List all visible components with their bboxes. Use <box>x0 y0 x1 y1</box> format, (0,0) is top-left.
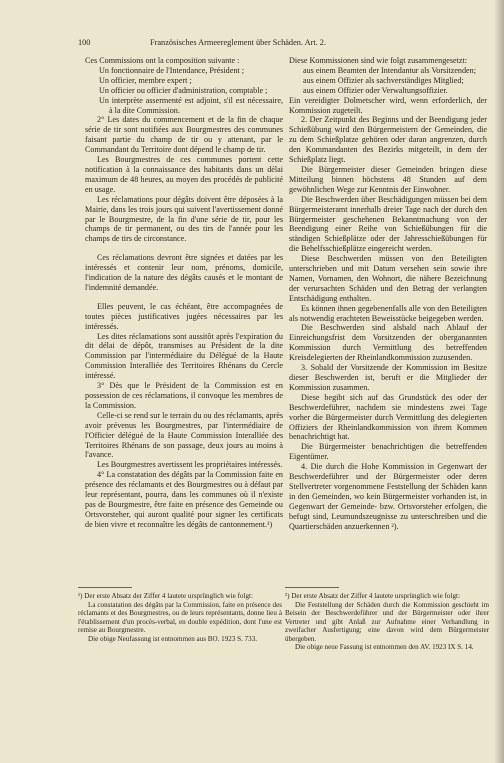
paragraph: Die Bürgermeister benachrichtigen die betreffenden Eigentümer. <box>289 442 487 462</box>
paragraph: 4. Die durch die Hohe Kommission in Gegenwart der Beschwerdeführer und der Bürgermeister oder deren Stellvertreter vorgenommene Feststellung der Schäden kann in den Gemeinden, wo kein Bürgermeister vorhanden ist, in Gegenwart der Gemeinde- bzw. Ortsvorsteher erfolgen, die befugt sind, Leumundszeugnisse zu unterschreiben und die Quartierschäden anzuerkennen ²). <box>289 462 487 531</box>
paragraph: Die Beschwerden sind alsbald nach Ablauf der Einreichungsfrist dem Vorsitzenden der oberganannten Kommission durch Vermittlung des betreffenden Kreisdelegierten der Rheinlandkommission zuzusenden. <box>289 323 487 363</box>
paragraph: 4° La constatation des dégâts par la Commission faite en présence des réclamants et des Bourgmestres ou à défaut par leur représentant, pourra, dans les communes où il n'existe pas de Bourgmestre, être faite en présence des Gemeinde ou Ortsvorsteher, qui auront qualité pour signer les certificats de bien vivre et reconnaître les dégâts de cantonnement.¹) <box>85 470 283 529</box>
paragraph: Celle-ci se rend sur le terrain du ou des réclamants, après avoir prévenus les Bourgmestres, par l'intermédiaire de l'Officier délégué de la Haute Commission Interalliée des Territoires Rhénans de son passage, deux jours au moins à l'avance. <box>85 410 283 460</box>
footnote-line: Die obige neue Fassung ist entnommen den AV. 1923 IX S. 14. <box>295 643 474 651</box>
paragraph: Ces réclamations devront être signées et datées par les intéressés et contenir leur nom, prénoms, domicile, l'indication de la nature des dégâts causés et le montant de l'indemnité demandée. <box>85 253 283 292</box>
paragraph: 3. Sobald der Vorsitzende der Kommission im Besitze dieser Beschwerden ist, beruft er die Mitglieder der Kommission zusammen. <box>289 363 487 392</box>
paragraph: 2° Les dates du commencement et de la fin de chaque série de tir sont notifiées aux Bourgmestres des communes faisant partie du champ de tir ou y attenant, par le Commandant du Territoire dont dépend le champ de tir. <box>85 115 283 155</box>
footnote-line: Die Feststellung der Schäden durch die Kommission geschieht im Beisein der Beschwerdeführer und der Bürgermeister oder ihrer Vertreter und gibt Anlaß zur Aufnahme einer Verhandlung in zweifacher Ausfertigung; eine davon wird dem Bürgermeister übergeben. <box>285 600 489 643</box>
list-item: aus einem Offizier als sachverständiges Mitglied; <box>303 75 464 85</box>
paragraph: Les réclamations pour dégâts doivent être déposées à la Mairie, dans les trois jours qui suivent l'avertissement donné par le Bourgmestre, de la fin d'une série de tir, pour les champs de tir permanent, ou des tirs de l'année pour les champs de tirs de circonstance. <box>85 194 283 244</box>
footnote-divider <box>78 587 132 588</box>
footnote-divider <box>285 587 339 588</box>
paragraph: 3° Dès que le Président de la Commission est en possession de ces réclamations, il convoque les membres de la Commission. <box>85 381 283 410</box>
paragraph: Die Bürgermeister dieser Gemeinden bringen diese Mitteilung binnen höchstens 48 Stunden auf dem gewöhnlichen Wege zur Kenntnis der Einwohner. <box>289 164 487 194</box>
page-number: 100 <box>78 38 91 47</box>
footnote-line: ¹) Der erste Absatz der Ziffer 4 lautete ursprünglich wie folgt: <box>78 592 253 600</box>
list-item: Un fonctionnaire de l'Intendance, Président ; <box>99 65 244 75</box>
paragraph: 2. Der Zeitpunkt des Beginns und der Beendigung jeder Schießübung wird den Bürgermeistern der Gemeinden, die zu dem Schießplatze gehören oder daran angrenzen, durch den Kommandanten des Bezirks mitgeteilt, in dem der Schießplatz liegt. <box>289 115 487 165</box>
paragraph: Diese begibt sich auf das Grundstück des oder der Beschwerdeführer, nachdem sie mindestens zwei Tage vorher die Bürgermeister durch Vermittlung des delegierten Offiziers der Rheinlandkommission von ihrem Kommen benachrichtigt hat. <box>289 392 487 442</box>
footnote-german <box>285 592 489 652</box>
paragraph: Diese Kommissionen sind wie folgt zusammengesetzt: <box>289 56 468 65</box>
running-header: Französisches Armeereglement über Schäden. Art. 2. <box>150 38 327 47</box>
footnote-line: ²) Der erste Absatz der Ziffer 4 lautete ursprünglich wie folgt: <box>285 592 460 600</box>
paragraph: Les Bourgmestres avertissent les propriétaires intéressés. <box>97 460 283 470</box>
list-item: aus einem Beamten der Intendantur als Vorsitzenden; <box>303 65 476 75</box>
german-column <box>289 56 487 532</box>
footnote-line: Die obige Neufassung ist entnommen aus BO. 1923 S. 733. <box>88 634 258 643</box>
paragraph: Les dites réclamations sont aussitôt après l'expiration du dit délai de dépôt, transmises au Président de la dite Commission par l'intermédiaire du Délégué de la Haute Commission Interalliée des Territoires Rhénans du Cercle intéressé. <box>85 331 283 381</box>
paragraph: Diese Beschwerden müssen von den Beteiligten unterschrieben und mit Datum versehen sein sowie ihre Namen, Vornamen, den Wohnort, die nähere Bezeichnung der verursachten Schäden und den Betrag der verlangten Entschädigung enthalten. <box>289 254 487 303</box>
list-item: Un officier ou officier d'administration, comptable ; <box>99 85 268 95</box>
list-item: aus einem Offizier oder Verwaltungsoffizier. <box>303 85 448 95</box>
paragraph: Es können ihnen gegebenenfalls alle von den Beteiligten als notwendig erachteten Beweisstücke beigegeben werden. <box>289 303 487 323</box>
paragraph: Les Bourgmestres de ces communes portent cette notification à la connaissance des habitants dans un délai maximum de 48 heures, au moyen des procédés de publicité en usage. <box>85 155 283 194</box>
list-item: Un officier, membre expert ; <box>99 75 192 85</box>
list-item: Un interprète assermenté est adjoint, s'il est nécessaire, à la dite Commission. <box>99 95 283 115</box>
french-column <box>85 56 283 530</box>
paragraph: Elles peuvent, le cas échéant, être accompagnées de toutes pièces justificatives jugées nécessaires par les intéressés. <box>85 301 283 331</box>
paragraph: Ein vereidigter Dolmetscher wird, wenn erforderlich, der Kommission zugeteilt. <box>289 95 487 115</box>
paragraph: Ces Commissions ont la composition suivante : <box>85 56 240 65</box>
paragraph: Die Beschwerden über Beschädigungen müssen bei dem Bürgermeisteramt innerhalb dreier Tage nach der durch den Bürgermeister geschehenen Bekanntmachung von der Beendigung einer Reihe von Schießübungen für die ständigen Schießplätze oder der Jahresschießübungen für die Behelfsschießplätze eingereicht werden. <box>289 194 487 254</box>
footnote-french <box>78 592 282 643</box>
footnote-line: La constatation des dégâts par la Commission, faite en présence des réclamants et des Bourgmestres, ou de leurs représentants, donne lieu à l'établissement d'un procès-verbal, en double expédition, dont l'une est remise au Bourgmestre. <box>78 600 282 634</box>
